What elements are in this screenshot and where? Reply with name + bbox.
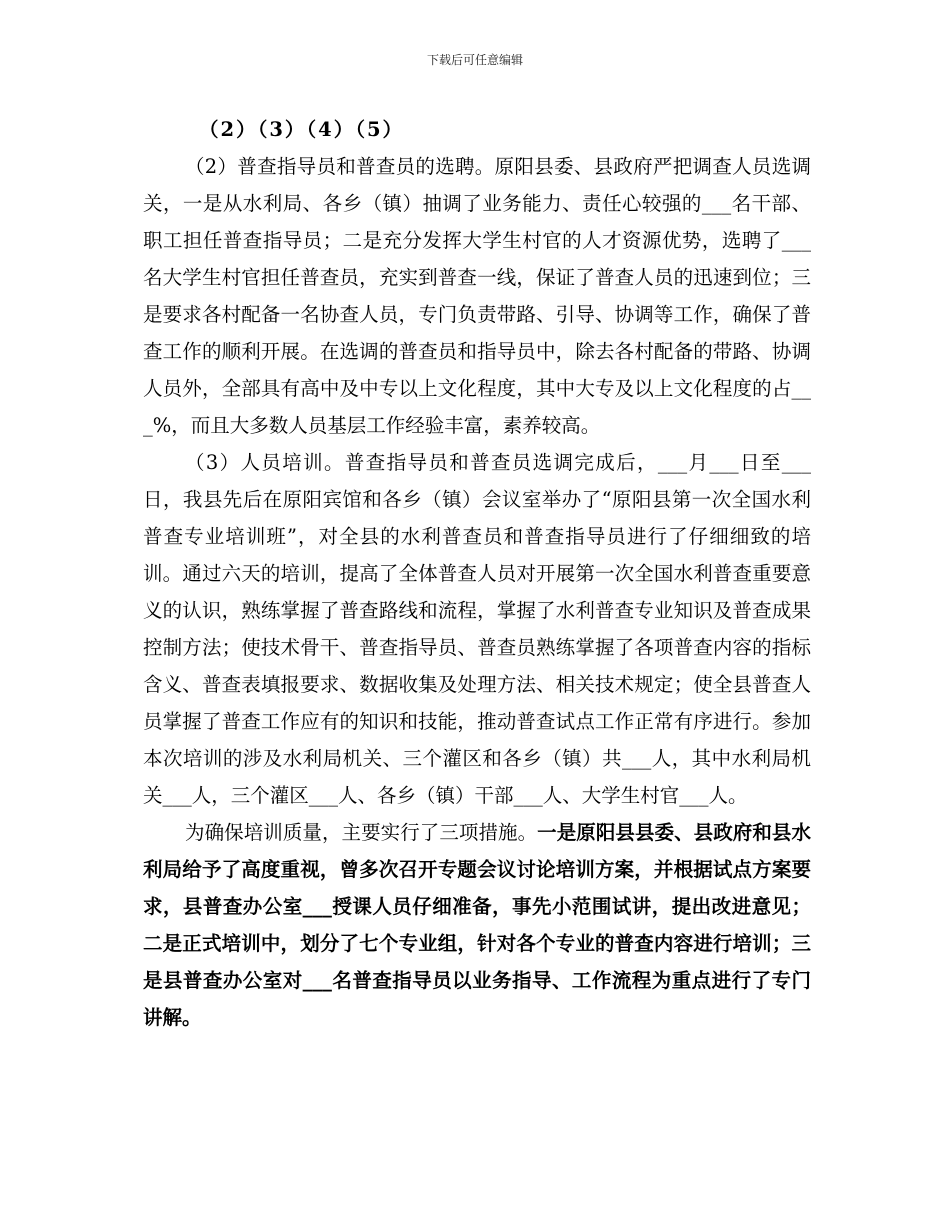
page-header: 下载后可任意编辑 [426,53,523,67]
paragraph-staff-training: （3）人员培训。普查指导员和普查员选调完成后，___月___日至___日，我县先后在原阳宾馆和各乡（镇）会议室举办了“原阳县第一次全国水利普查专业培训班”，对全县的水利普查员和普查指导员进行了仔细细致的培训。通过六天的培训，提高了全体普查人员对开展第一次全国水利普查重要意义的认识，熟练掌握了普查路线和流程，掌握了水利普查专业知识及普查成果控制方法；使技术骨干、普查指导员、普查员熟练掌握了各项普查内容的指标含义、普查表填报要求、数据收集及处理方法、相关技术规定；使全县普查人员掌握了普查工作应有的知识和技能，推动普查试点工作正常有序进行。参加本次培训的涉及水利局机关、三个灌区和各乡（镇）共___人，其中水利局机关___人，三个灌区___人、各乡（镇）干部___人、大学生村官___人。 [143,451,811,807]
paragraph-training-measures [143,814,811,1036]
measures-bold-text: 一是原阳县县委、县政府和县水利局给予了高度重视，曾多次召开专题会议讨论培训方案，并根据试点方案要求，县普查办公室___授课人员仔细准备，事先小范围试讲，提出改进意见；二是正式培训中，划分了七个专业组，针对各个专业的普查内容进行培训；三是县普查办公室对___名普查指导员以业务指导、工作流程为重点进行了专门讲解。 [143,821,811,1029]
section-heading: （2）（3）（4）（5） [199,118,405,141]
measures-intro: 为确保培训质量，主要实行了三项措施。 [185,821,538,844]
paragraph-staff-selection: （2）普查指导员和普查员的选聘。原阳县委、县政府严把调查人员选调关，一是从水利局、各乡（镇）抽调了业务能力、责任心较强的___名干部、职工担任普查指导员；二是充分发挥大学生村官的人才资源优势，选聘了___名大学生村官担任普查员，充实到普查一线，保证了普查人员的迅速到位；三是要求各村配备一名协查人员，专门负责带路、引导、协调等工作，确保了普查工作的顺利开展。在选调的普查员和指导员中，除去各村配备的带路、协调人员外，全部具有高中及中专以上文化程度，其中大专及以上文化程度的占___%，而且大多数人员基层工作经验丰富，素养较高。 [143,155,811,437]
document-body [143,111,811,1036]
